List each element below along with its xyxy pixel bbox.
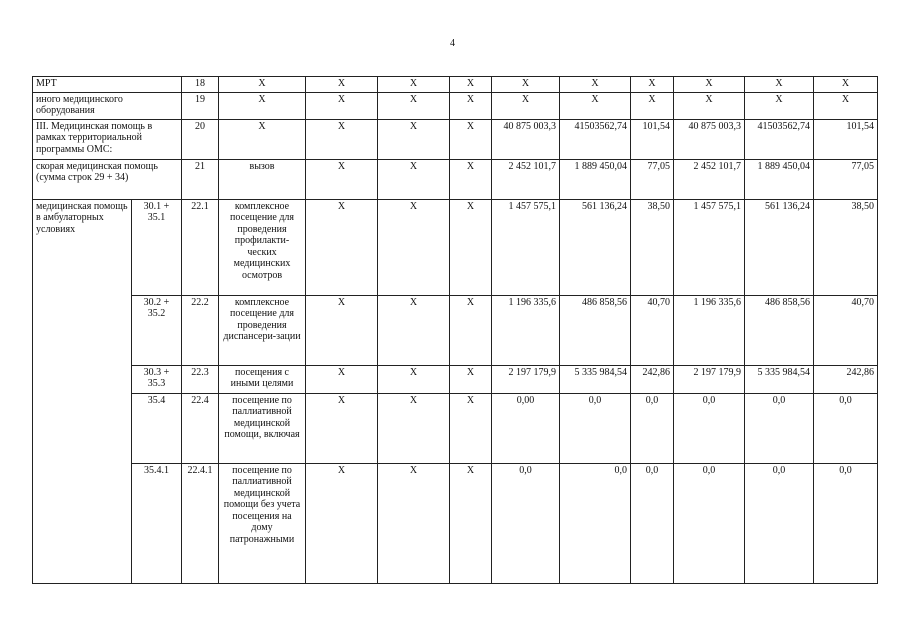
unit-cell: Х [219,119,306,159]
value-cell: 561 136,24 [560,199,631,295]
unit-cell: вызов [219,159,306,199]
value-cell: 40 875 003,3 [492,119,560,159]
value-cell: Х [378,365,450,393]
value-cell: Х [378,159,450,199]
source-rows: 35.4 [132,393,182,463]
value-cell: Х [378,199,450,295]
value-cell: Х [378,463,450,583]
table-row [33,463,878,583]
value-cell: Х [745,92,814,119]
data-table [32,76,878,584]
value-cell: 2 197 179,9 [492,365,560,393]
value-cell: 0,0 [814,463,878,583]
value-cell: 38,50 [631,199,674,295]
source-rows: 30.3 + 35.3 [132,365,182,393]
value-cell: Х [306,463,378,583]
value-cell: 38,50 [814,199,878,295]
value-cell: Х [306,119,378,159]
value-cell: Х [306,199,378,295]
value-cell: 5 335 984,54 [745,365,814,393]
value-cell: 40 875 003,3 [674,119,745,159]
row-name: МРТ [33,77,182,93]
value-cell: 1 196 335,6 [674,295,745,365]
value-cell: Х [560,92,631,119]
value-cell: Х [306,159,378,199]
value-cell: 101,54 [814,119,878,159]
value-cell: 101,54 [631,119,674,159]
value-cell: Х [631,92,674,119]
value-cell: 0,0 [631,463,674,583]
value-cell: Х [306,365,378,393]
value-cell: 77,05 [814,159,878,199]
value-cell: 0,0 [674,393,745,463]
value-cell: 0,0 [560,393,631,463]
value-cell: 1 457 575,1 [492,199,560,295]
value-cell: Х [450,159,492,199]
value-cell: 40,70 [814,295,878,365]
source-rows: 30.2 + 35.2 [132,295,182,365]
value-cell: Х [631,77,674,93]
value-cell: 0,0 [745,393,814,463]
value-cell: Х [378,393,450,463]
table-row [33,199,878,295]
value-cell: 77,05 [631,159,674,199]
row-name: иного медицинского оборудования [33,92,182,119]
value-cell: Х [306,77,378,93]
table-row [33,365,878,393]
value-cell: Х [306,295,378,365]
unit-cell: посещение по паллиативной медицинской помощи без учета посещения на дому патронажными [219,463,306,583]
value-cell: 0,0 [560,463,631,583]
value-cell: Х [814,77,878,93]
value-cell: 1 457 575,1 [674,199,745,295]
table-row [33,295,878,365]
value-cell: 1 889 450,04 [560,159,631,199]
value-cell: 0,0 [674,463,745,583]
value-cell: Х [378,295,450,365]
value-cell: Х [492,77,560,93]
source-rows: 35.4.1 [132,463,182,583]
line-number: 22.4 [182,393,219,463]
unit-cell: Х [219,77,306,93]
table-row [33,159,878,199]
value-cell: Х [450,295,492,365]
table-row [33,77,878,93]
value-cell: 41503562,74 [560,119,631,159]
group-name: медицинская помощь в амбулаторных условиях [33,199,132,583]
unit-cell: посещения с иными целями [219,365,306,393]
value-cell: 1 196 335,6 [492,295,560,365]
value-cell: 1 889 450,04 [745,159,814,199]
table-row [33,119,878,159]
unit-cell: Х [219,92,306,119]
value-cell: Х [450,393,492,463]
value-cell: Х [674,77,745,93]
value-cell: 5 335 984,54 [560,365,631,393]
value-cell: 242,86 [631,365,674,393]
value-cell: Х [560,77,631,93]
value-cell: Х [450,199,492,295]
table-row [33,92,878,119]
value-cell: 0,0 [814,393,878,463]
value-cell: Х [450,77,492,93]
value-cell: Х [378,92,450,119]
line-number: 21 [182,159,219,199]
value-cell: Х [306,393,378,463]
value-cell: Х [378,77,450,93]
line-number: 22.3 [182,365,219,393]
value-cell: Х [450,92,492,119]
value-cell: 0,0 [631,393,674,463]
value-cell: Х [814,92,878,119]
line-number: 20 [182,119,219,159]
page-number: 4 [450,38,455,49]
value-cell: 486 858,56 [560,295,631,365]
value-cell: Х [450,119,492,159]
unit-cell: комплексное посещение для проведения диспансери-зации [219,295,306,365]
value-cell: 41503562,74 [745,119,814,159]
value-cell: 40,70 [631,295,674,365]
value-cell: 561 136,24 [745,199,814,295]
value-cell: 0,0 [745,463,814,583]
value-cell: 2 452 101,7 [674,159,745,199]
value-cell: 2 197 179,9 [674,365,745,393]
table-row [33,393,878,463]
row-name: III. Медицинская помощь в рамках территориальной программы ОМС: [33,119,182,159]
value-cell: 2 452 101,7 [492,159,560,199]
value-cell: 0,00 [492,393,560,463]
value-cell: Х [450,463,492,583]
value-cell: Х [674,92,745,119]
value-cell: Х [450,365,492,393]
value-cell: Х [306,92,378,119]
value-cell: 0,0 [492,463,560,583]
line-number: 22.1 [182,199,219,295]
value-cell: Х [492,92,560,119]
row-name: скорая медицинская помощь (сумма строк 29 + 34) [33,159,182,199]
line-number: 19 [182,92,219,119]
line-number: 22.4.1 [182,463,219,583]
line-number: 22.2 [182,295,219,365]
source-rows: 30.1 + 35.1 [132,199,182,295]
value-cell: Х [745,77,814,93]
line-number: 18 [182,77,219,93]
unit-cell: посещение по паллиативной медицинской помощи, включая [219,393,306,463]
value-cell: 486 858,56 [745,295,814,365]
value-cell: Х [378,119,450,159]
unit-cell: комплексное посещение для проведения профилакти-ческих медицинских осмотров [219,199,306,295]
value-cell: 242,86 [814,365,878,393]
